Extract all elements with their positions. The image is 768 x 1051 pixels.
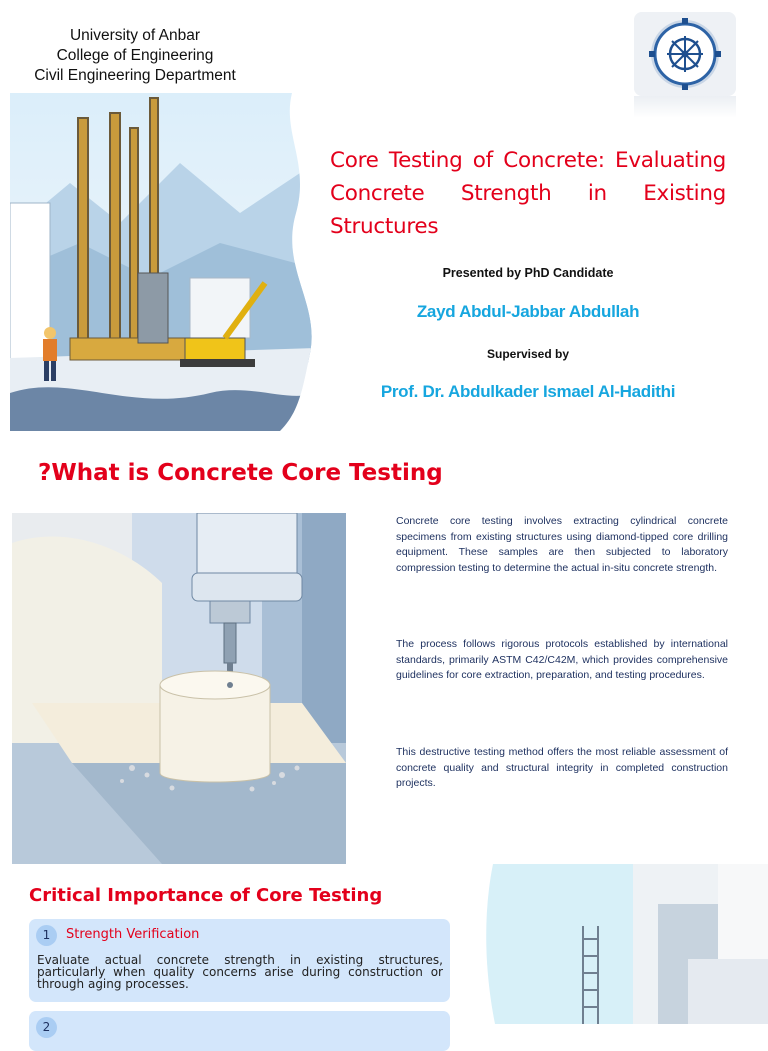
importance-card — [29, 1011, 450, 1051]
logo-reflection — [634, 96, 736, 118]
building-ladder-image — [483, 864, 768, 1024]
candidate-name: Zayd Abdul-Jabbar Abdullah — [416, 302, 640, 321]
department-name: Civil Engineering Department — [34, 67, 236, 84]
presented-by-label: Presented by PhD Candidate — [442, 266, 614, 280]
section-heading-importance: Critical Importance of Core Testing — [29, 885, 383, 906]
paragraph-destructive: This destructive testing method offers the most reliable assessment of concrete quality and structural integrity in completed construction projects. — [396, 746, 728, 790]
supervisor-name: Prof. Dr. Abdulkader Ismael Al-Hadithi — [380, 382, 676, 401]
paragraph-standards: The process follows rigorous protocols established by international standards, primarily ASTM C42/C42M, which provides comprehensive guidelines for core extraction, preparation, and testing procedures. — [396, 638, 728, 682]
section-heading-what-is: ?What is Concrete Core Testing — [38, 460, 443, 486]
college-name: College of Engineering — [56, 47, 214, 64]
card-number-badge: 1 — [36, 925, 57, 946]
card-number-badge: 2 — [36, 1017, 57, 1038]
presentation-title: Core Testing of Concrete: Evaluating Concrete Strength in Existing Structures — [330, 148, 726, 239]
core-drill-image — [12, 513, 346, 864]
importance-card — [29, 919, 450, 1002]
supervised-by-label: Supervised by — [486, 347, 570, 361]
card-title: Strength Verification — [66, 927, 200, 942]
university-name: University of Anbar — [69, 27, 201, 44]
institution-block — [20, 26, 250, 86]
card-text: Evaluate actual concrete strength in existing structures, particularly when quality concerns arise during construction or through aging processes. — [37, 953, 443, 991]
drilling-rig-image — [10, 93, 314, 431]
paragraph-definition: Concrete core testing involves extracting cylindrical concrete specimens from existing structures using diamond-tipped core drilling equipment. These samples are then subjected to laboratory compression testing to determine the actual in-situ concrete strength. — [396, 515, 728, 574]
university-emblem-icon — [634, 12, 736, 96]
